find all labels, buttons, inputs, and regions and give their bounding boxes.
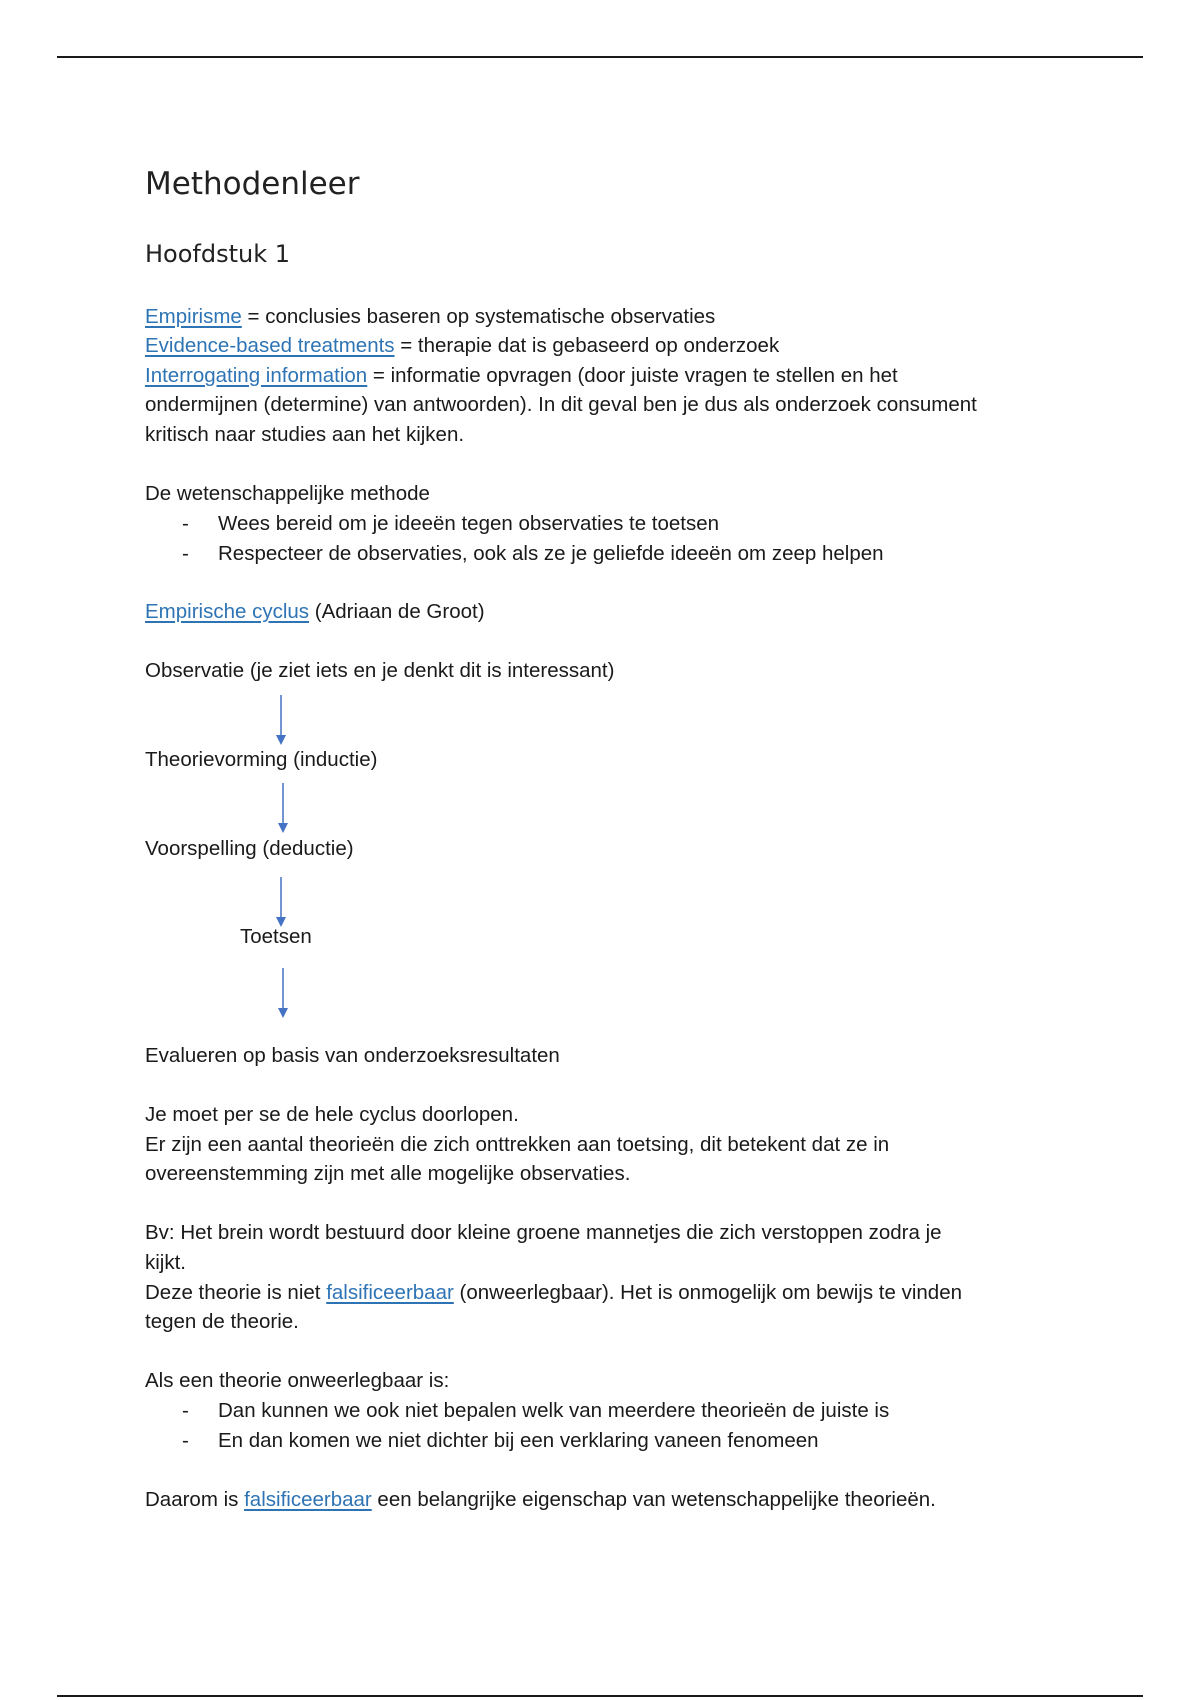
example-line: kijkt.	[145, 1251, 186, 1274]
definition-interrogating	[145, 361, 898, 390]
method-heading: De wetenschappelijke methode	[145, 482, 430, 505]
term-link[interactable]: Interrogating information	[145, 364, 368, 387]
bullet-text: Respecteer de observaties, ook als ze je geliefde ideeën om zeep helpen	[218, 542, 884, 565]
falsifiable-after: (onweerlegbaar). Het is onmogelijk om bewijs te vinden	[453, 1281, 962, 1304]
cycle-step-voorspelling: Voorspelling (deductie)	[145, 837, 354, 860]
conclusion-before: Daarom is	[145, 1488, 245, 1511]
bullet-text: Dan kunnen we ook niet bepalen welk van meerdere theorieën de juiste is	[218, 1399, 890, 1422]
falsifiable-line	[145, 1278, 962, 1307]
bullet-dash: -	[182, 1399, 189, 1422]
arrow-down-icon	[274, 877, 288, 927]
chapter-heading: Hoofdstuk 1	[145, 240, 291, 268]
example-line: Bv: Het brein wordt bestuurd door kleine groene mannetjes die zich verstoppen zodra je	[145, 1221, 942, 1244]
cycle-step-observatie: Observatie (je ziet iets en je denkt dit is interessant)	[145, 659, 615, 682]
cycle-step-evalueren: Evalueren op basis van onderzoeksresultaten	[145, 1044, 560, 1067]
bullet-text: En dan komen we niet dichter bij een verklaring vaneen fenomeen	[218, 1429, 819, 1452]
term-link[interactable]: Evidence-based treatments	[145, 334, 395, 357]
bullet-dash: -	[182, 1429, 189, 1452]
page-title: Methodenleer	[145, 166, 360, 202]
arrow-down-icon	[276, 968, 290, 1018]
paragraph-line: overeenstemming zijn met alle mogelijke observaties.	[145, 1162, 631, 1185]
definition-text: = informatie opvragen (door juiste vragen te stellen en het	[367, 364, 898, 387]
definition-empirisme	[145, 302, 715, 331]
falsifiable-line-2: tegen de theorie.	[145, 1310, 299, 1333]
term-link[interactable]: falsificeerbaar	[244, 1488, 372, 1511]
cycle-suffix: (Adriaan de Groot)	[309, 600, 485, 623]
definition-text: = therapie dat is gebaseerd op onderzoek	[394, 334, 780, 357]
paragraph-line: Je moet per se de hele cyclus doorlopen.	[145, 1103, 519, 1126]
term-link[interactable]: Empirische cyclus	[145, 600, 310, 623]
conclusion-line	[145, 1485, 936, 1514]
footer-rule	[57, 1695, 1143, 1697]
term-link[interactable]: falsificeerbaar	[326, 1281, 454, 1304]
cycle-step-theorievorming: Theorievorming (inductie)	[145, 748, 378, 771]
irrefutable-heading: Als een theorie onweerlegbaar is:	[145, 1369, 450, 1392]
definition-text: = conclusies baseren op systematische observaties	[241, 305, 716, 328]
falsifiable-before: Deze theorie is niet	[145, 1281, 327, 1304]
header-rule	[57, 56, 1143, 58]
definition-evidence-based	[145, 331, 779, 360]
definition-continuation-line: ondermijnen (determine) van antwoorden). In dit geval ben je dus als onderzoek consument	[145, 393, 977, 416]
bullet-dash: -	[182, 542, 189, 565]
term-link[interactable]: Empirisme	[145, 305, 242, 328]
conclusion-after: een belangrijke eigenschap van wetenschappelijke theorieën.	[371, 1488, 936, 1511]
paragraph-line: Er zijn een aantal theorieën die zich onttrekken aan toetsing, dit betekent dat ze in	[145, 1133, 890, 1156]
arrow-down-icon	[274, 695, 288, 745]
arrow-down-icon	[276, 783, 290, 833]
cycle-heading	[145, 597, 485, 626]
bullet-dash: -	[182, 512, 189, 535]
definition-continuation-line: kritisch naar studies aan het kijken.	[145, 423, 465, 446]
bullet-text: Wees bereid om je ideeën tegen observaties te toetsen	[218, 512, 720, 535]
cycle-step-toetsen: Toetsen	[240, 925, 312, 948]
